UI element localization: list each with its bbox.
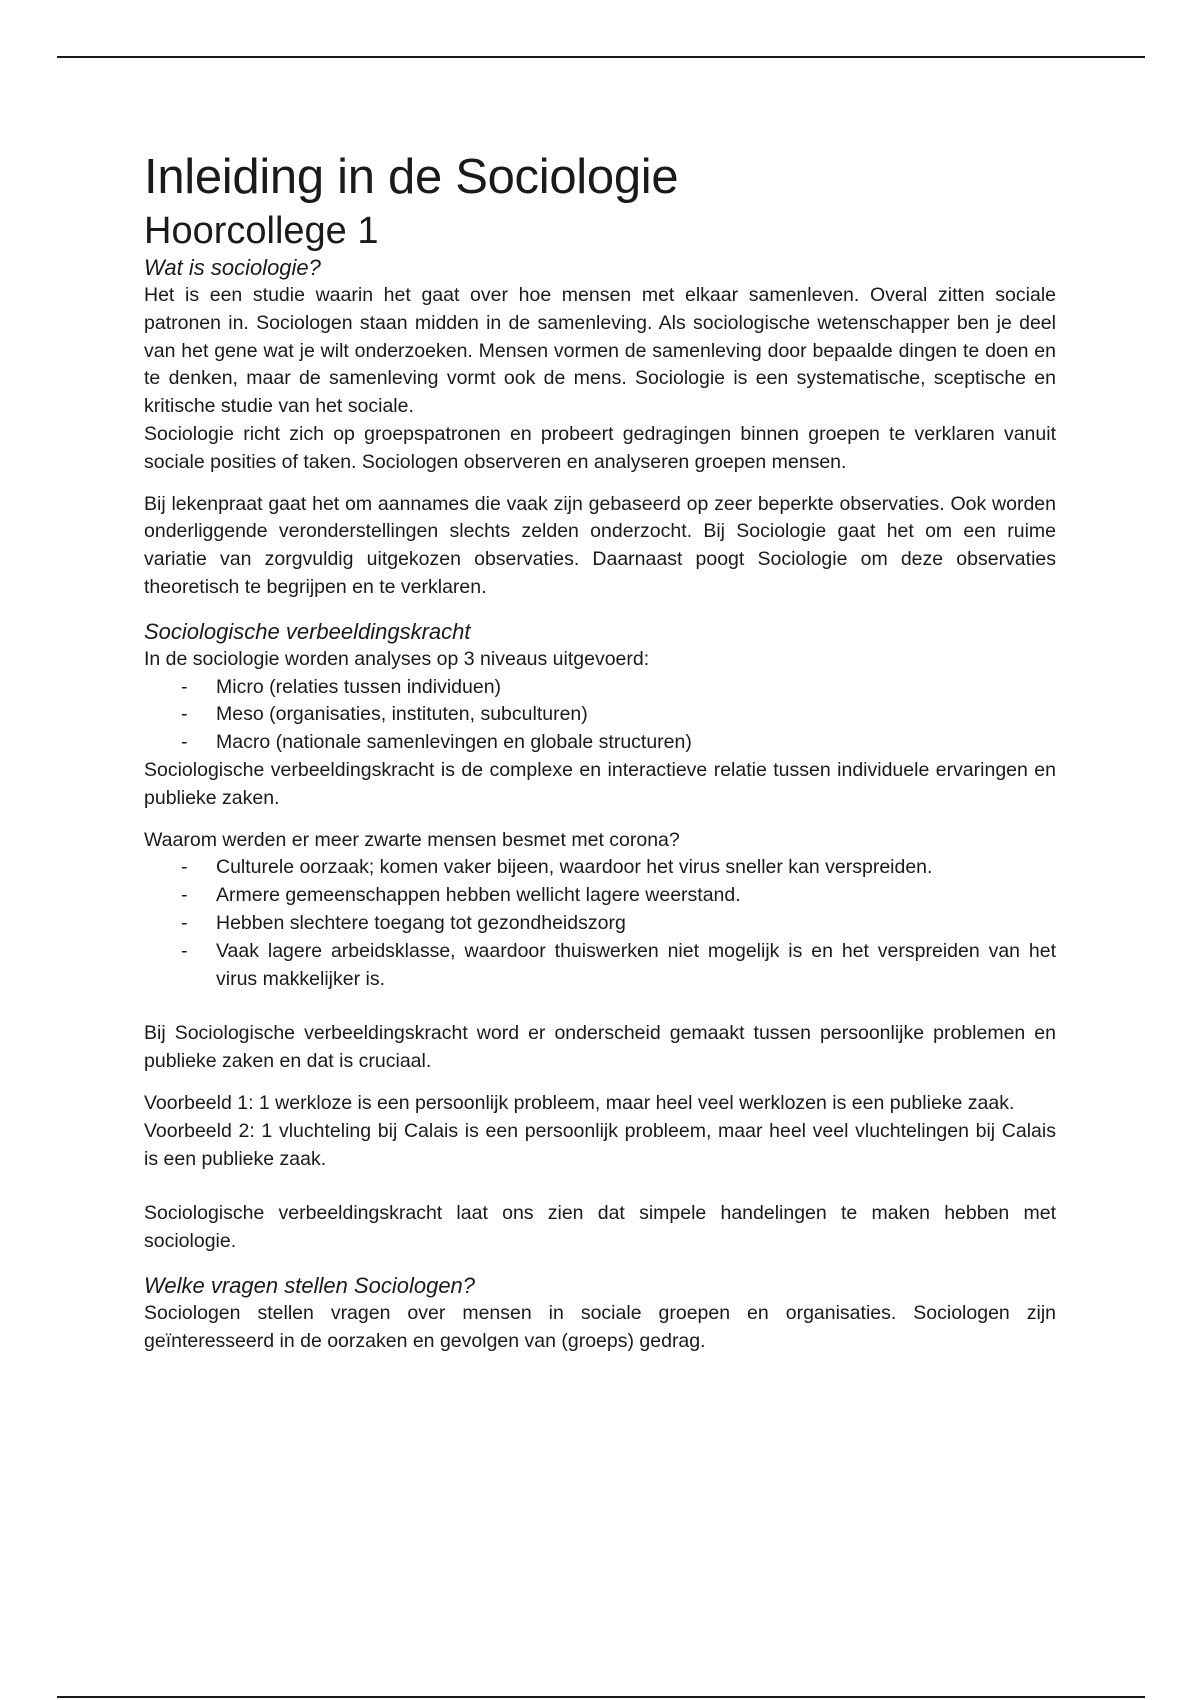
levels-list: [144, 674, 1056, 757]
list-item: - Culturele oorzaak; komen vaker bijeen, waardoor het virus sneller kan verspreiden.: [181, 856, 933, 879]
paragraph: Het is een studie waarin het gaat over hoe mensen met elkaar samenleven. Overal zitten sociale patronen in. Sociologen staan midden in de samenleving. Als sociologische wetenschapper ben je deel van het gene wat je wilt onderzoeken. Mensen vormen de samenleving door bepaalde dingen te doen en te denken, maar de samenleving vormt ook de mens. Sociologie is een systematische, sceptische en kritische studie van het sociale.: [144, 284, 1056, 418]
paragraph: Bij Sociologische verbeeldingskracht word er onderscheid gemaakt tussen persoonlijke problemen en publieke zaken en dat is cruciaal.: [144, 1022, 1056, 1073]
paragraph: Sociologische verbeeldingskracht is de complexe en interactieve relatie tussen individuele ervaringen en publieke zaken.: [144, 758, 1056, 809]
top-rule: [57, 56, 1145, 58]
paragraph: Waarom werden er meer zwarte mensen besmet met corona?: [144, 828, 680, 851]
section-heading-vragen: Welke vragen stellen Sociologen?: [144, 1272, 476, 1298]
list-item: - Vaak lagere arbeidsklasse, waardoor thuiswerken niet mogelijk is en het verspreiden van het virus makkelijker is.: [181, 939, 1056, 990]
paragraph: Voorbeeld 1: 1 werkloze is een persoonlijk probleem, maar heel veel werklozen is een publieke zaak.: [144, 1091, 1015, 1114]
paragraph: Bij lekenpraat gaat het om aannames die vaak zijn gebaseerd op zeer beperkte observaties. Ook worden onderliggende veronderstellingen slechts zelden onderzocht. Bij Sociologie gaat het om een ruime variatie van zorgvuldig uitgekozen observaties. Daarnaast poogt Sociologie om deze observaties theoretisch te begrijpen en te verklaren.: [144, 492, 1056, 598]
paragraph: Voorbeeld 2: 1 vluchteling bij Calais is een persoonlijk probleem, maar heel veel vluchtelingen bij Calais is een publieke zaak.: [144, 1119, 1056, 1170]
list-item: - Armere gemeenschappen hebben wellicht lagere weerstand.: [181, 884, 741, 907]
list-item: - Micro (relaties tussen individuen): [181, 675, 502, 698]
paragraph: Sociologen stellen vragen over mensen in sociale groepen en organisaties. Sociologen zijn geïnteresseerd in de oorzaken en gevolgen van (groeps) gedrag.: [144, 1301, 1056, 1352]
section-heading-wat-is: Wat is sociologie?: [144, 255, 321, 280]
document-subtitle: Hoorcollege 1: [144, 210, 379, 252]
reasons-list: [144, 854, 1056, 993]
document-title: Inleiding in de Sociologie: [144, 150, 679, 204]
paragraph: In de sociologie worden analyses op 3 niveaus uitgevoerd:: [144, 647, 650, 670]
list-item: - Hebben slechtere toegang tot gezondheidszorg: [181, 911, 626, 934]
bottom-rule: [57, 1696, 1145, 1698]
section-heading-verbeelding: Sociologische verbeeldingskracht: [144, 618, 471, 644]
list-item: - Macro (nationale samenlevingen en globale structuren): [181, 731, 692, 754]
paragraph: Sociologie richt zich op groepspatronen en probeert gedragingen binnen groepen te verklaren vanuit sociale posities of taken. Sociologen observeren en analyseren groepen mensen.: [144, 422, 1056, 473]
document-body: [144, 146, 1056, 1356]
list-item: - Meso (organisaties, instituten, subculturen): [181, 703, 588, 726]
paragraph: Sociologische verbeeldingskracht laat ons zien dat simpele handelingen te maken hebben met sociologie.: [144, 1202, 1056, 1253]
